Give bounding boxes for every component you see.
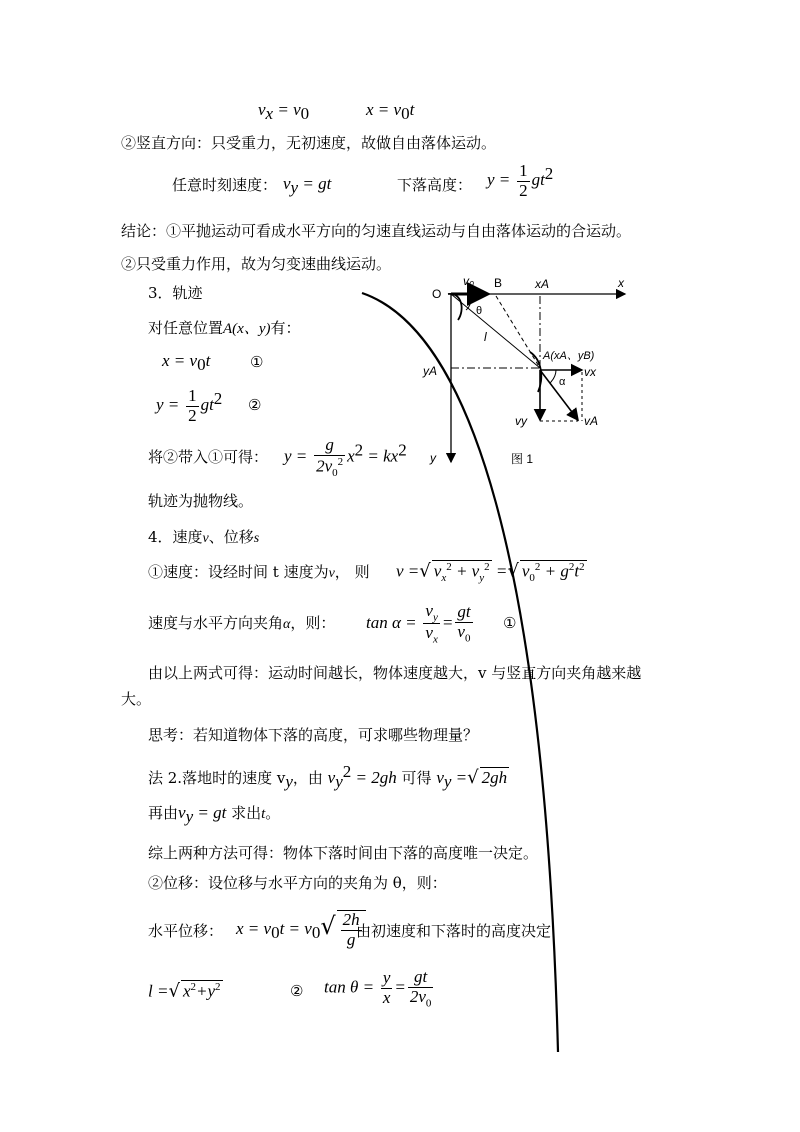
equation-tan-alpha: tan α = $\frac{v_y}{v_x}$ = $\frac{gt}{v_0}$ xyxy=(366,601,471,646)
equation-y-half-gt2: y = $\frac{1}{2}$ $gt^2$ xyxy=(156,386,223,425)
equation-number-2b: ② xyxy=(290,982,304,1000)
fig-label-vy: vy xyxy=(515,414,527,428)
paragraph-velocity-angle: 速度与水平方向夹角α，则： xyxy=(148,614,336,632)
paragraph-method-2: 法 2.落地时的速度 $v_y$，由 $v_y^2 = 2gh$ 可得 $v_y$ =√ 2gh xyxy=(148,762,508,791)
equation-tan-theta: tan θ = $\frac{y}{x}$ = $\frac{gt}{2v_0}$ xyxy=(324,967,432,1010)
label-fall-height: 下落高度： xyxy=(397,176,473,194)
paragraph-solve-t: 再由$v_y$ = gt 求出t。 xyxy=(148,803,281,826)
figure-caption: 图 1 xyxy=(511,452,534,466)
fig-label-alpha: α xyxy=(559,376,566,388)
fig-label-y: y xyxy=(430,451,436,465)
paragraph-conclusion-2: ②只受重力作用，故为匀变速曲线运动。 xyxy=(121,255,392,273)
fig-label-B: B xyxy=(494,276,503,290)
tangent-dashed xyxy=(496,296,540,368)
equation-number-2: ② xyxy=(248,396,262,414)
label-instant-speed: 任意时刻速度： xyxy=(172,176,278,194)
fig-label-vA: vA xyxy=(584,414,599,428)
equation-vy: $v_y$ = gt xyxy=(283,174,332,197)
equation-number-1b: ① xyxy=(503,614,517,632)
fig-label-theta: θ xyxy=(476,305,483,317)
fig-label-yA: yA xyxy=(423,364,438,378)
equation-x: $x = v_0t$ xyxy=(366,100,415,123)
alpha-arc xyxy=(550,370,556,383)
paragraph-vertical-direction: ②竖直方向：只受重力，无初速度，故做自由落体运动。 xyxy=(121,134,497,152)
paragraph-determined-by: 由初速度和下落时的高度决定 xyxy=(356,922,552,940)
paragraph-conclusion-1: 结论：①平抛运动可看成水平方向的匀速直线运动与自由落体运动的合运动。 xyxy=(121,222,632,240)
fig-label-O: O xyxy=(432,287,442,301)
heading-velocity-displacement: 4．速度v、位移s xyxy=(148,528,260,546)
paragraph-think: 思考：若知道物体下落的高度，可求哪些物理量？ xyxy=(148,726,479,744)
equation-l: l =√ $x^2+y^2$ xyxy=(148,980,221,1002)
equation-horizontal-displacement: $x = v_0t = v_0√$ $\frac{2h}{g}$ xyxy=(236,910,366,949)
paragraph-displacement: ②位移：设位移与水平方向的夹角为 θ，则： xyxy=(148,874,447,892)
label-horizontal-displacement: 水平位移： xyxy=(148,922,224,940)
paragraph-parabola: 轨迹为抛物线。 xyxy=(148,492,254,510)
fig-label-v0: v₀ xyxy=(463,274,475,288)
equation-x-v0t: $x = v_0t$ xyxy=(162,351,211,374)
fig-label-l: l xyxy=(484,330,487,344)
equation-trajectory: y = $\frac{g}{2v_0^2}$ $x^2 = kx^2$ xyxy=(284,435,407,479)
label-substitute: 将②带入①可得： xyxy=(148,448,269,466)
fig-label-x: x xyxy=(618,276,624,290)
paragraph-deduction-cont: 大。 xyxy=(121,690,152,708)
fig-label-vx: vx xyxy=(584,365,596,379)
fig-label-xA: xA xyxy=(535,277,550,291)
equation-vx: $v_x = v_0$ xyxy=(258,100,310,123)
equation-speed-magnitude: v =√ $v_x^2 + v_y^2$ =√ $v_0^2 + g^2t^2$ xyxy=(396,560,585,585)
equation-number-1: ① xyxy=(250,353,264,371)
heading-trajectory: 3．轨迹 xyxy=(148,284,203,302)
paragraph-any-position: 对任意位置A(x、y)有： xyxy=(148,319,301,337)
paragraph-summary: 综上两种方法可得：物体下落时间由下落的高度唯一决定。 xyxy=(148,844,539,862)
displacement-line xyxy=(451,294,540,368)
paragraph-deduction: 由以上两式可得：运动时间越长，物体速度越大，v 与竖直方向夹角越来越 xyxy=(148,664,642,682)
fig-label-A: A(xA、yB) xyxy=(543,350,595,362)
paragraph-velocity: ①速度：设经时间 t 速度为v， 则 xyxy=(148,563,370,581)
equation-fall-height: y = $\frac{1}{2}$ $gt^2$ xyxy=(487,161,554,200)
